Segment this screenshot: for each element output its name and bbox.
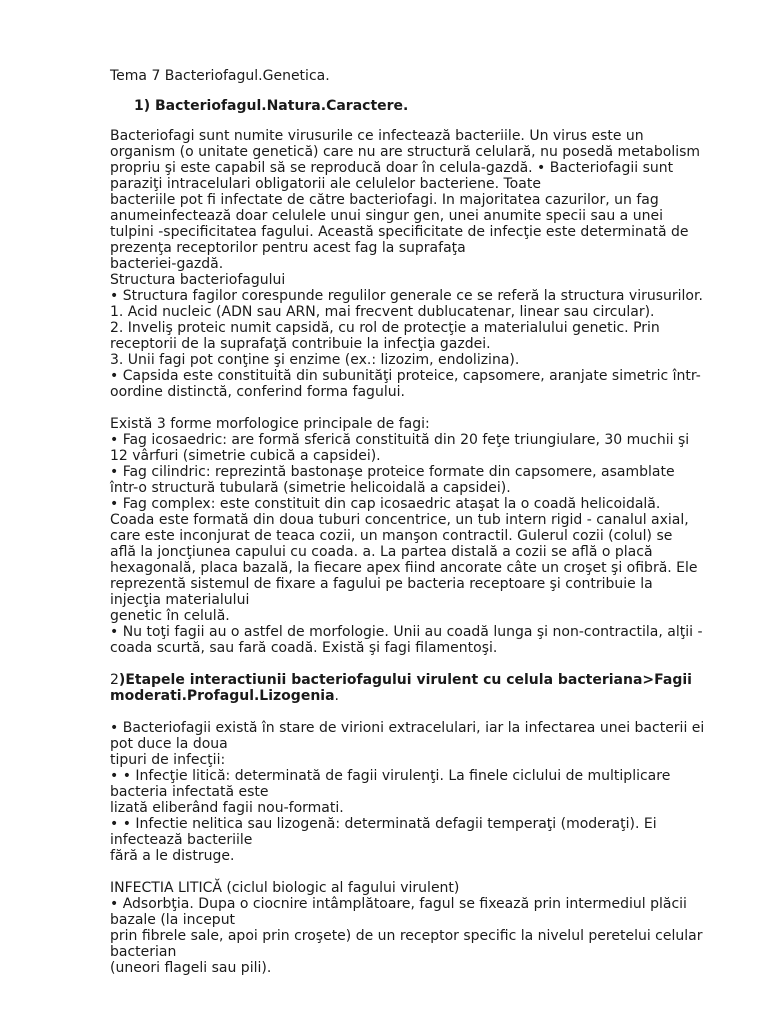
list-item: 1. Acid nucleic (ADN sau ARN, mai frecvent dublucatenar, linear sau circular).	[110, 304, 655, 320]
paragraph-line: 12 vârfuri (simetrie cubică a capsidei).	[110, 448, 381, 464]
paragraph-line: coada scurtă, sau fară coadă. Există şi fagi filamentoşi.	[110, 640, 498, 656]
heading-number: 2	[110, 672, 119, 688]
paragraph-line: • Fag complex: este constituit din cap icosaedric ataşat la o coadă helicoidală.	[110, 496, 661, 512]
paragraph-line: bacteriei-gazdă.	[110, 256, 224, 272]
paragraph-line: anumeinfectează doar celulele unui singur gen, unei anumite specii sau a unei	[110, 208, 663, 224]
paragraph-line: paraziţi intracelulari obligatorii ale celulelor bacteriene. Toate	[110, 176, 541, 192]
paragraph-line: genetic în celulă.	[110, 608, 230, 624]
section-heading-2	[110, 672, 692, 688]
paragraph-line: fără a le distruge.	[110, 848, 235, 864]
paragraph-line: pot duce la doua	[110, 736, 228, 752]
paragraph-line: Există 3 forme morfologice principale de fagi:	[110, 416, 430, 432]
paragraph-line: oordine distinctă, conferind forma fagului.	[110, 384, 405, 400]
paragraph-line: bacteria infectată este	[110, 784, 269, 800]
paragraph-line: bacteriile pot fi infectate de către bacteriofagi. In majoritatea cazurilor, un fag	[110, 192, 659, 208]
heading-period: .	[334, 688, 339, 704]
paragraph-line: • Adsorbţia. Dupa o ciocnire intâmplătoare, fagul se fixează prin intermediul plăcii	[110, 896, 687, 912]
paragraph-line: organism (o unitate genetică) care nu are structură celulară, nu posedă metabolism	[110, 144, 701, 160]
subheading-structure: Structura bacteriofagului	[110, 272, 286, 288]
paragraph-line: Coada este formată din doua tuburi concentrice, un tub intern rigid - canalul axial,	[110, 512, 689, 528]
paragraph-line: tulpini -specificitatea fagului. Această specificitate de infecţie este determinată de	[110, 224, 689, 240]
paragraph-line: prezenţa receptorilor pentru acest fag la suprafaţa	[110, 240, 466, 256]
heading-text: )Etapele interactiunii bacteriofagului virulent cu celula bacteriana>Fagii	[118, 672, 692, 688]
list-item: 3. Unii fagi pot conţine şi enzime (ex.: lizozim, endolizina).	[110, 352, 520, 368]
heading-text: moderati.Profagul.Lizogenia	[110, 688, 335, 704]
paragraph-line: într-o structură tubulară (simetrie helicoidală a capsidei).	[110, 480, 511, 496]
paragraph-line: • • Infecţie litică: determinată de fagii virulenţi. La finele ciclului de multiplicare	[110, 768, 671, 784]
paragraph-line: injecţia materialului	[110, 592, 250, 608]
paragraph-line: infectează bacteriile	[110, 832, 253, 848]
paragraph-line: reprezentă sistemul de fixare a fagului pe bacteria receptoare şi contribuie la	[110, 576, 653, 592]
paragraph-line: bazale (la inceput	[110, 912, 236, 928]
paragraph-line: propriu şi este capabil să se reproducă doar în celula-gazdă. • Bacteriofagii sunt	[110, 160, 674, 176]
paragraph-line: • • Infectie nelitica sau lizogenă: determinată defagii temperaţi (moderaţi). Ei	[110, 816, 657, 832]
paragraph-line: care este inconjurat de teaca cozii, un manşon contractil. Gulerul cozii (colul) se	[110, 528, 673, 544]
subheading-litic: INFECTIA LITICĂ (ciclul biologic al fagului virulent)	[110, 880, 460, 896]
paragraph-line: • Fag icosaedric: are formă sferică constituită din 20 feţe triungiulare, 30 muchii şi	[110, 432, 690, 448]
doc-title: Tema 7 Bacteriofagul.Genetica.	[110, 68, 330, 84]
paragraph-line: • Capsida este constituită din subunităţi proteice, capsomere, aranjate simetric într-	[110, 368, 701, 384]
paragraph-line: află la joncţiunea capului cu coada. a. La partea distală a cozii se află o placă	[110, 544, 653, 560]
paragraph-line: • Bacteriofagii există în stare de virioni extracelulari, iar la infectarea unei bacterii ei	[110, 720, 705, 736]
paragraph-line: tipuri de infecţii:	[110, 752, 226, 768]
paragraph-line: Bacteriofagi sunt numite virusurile ce infectează bacteriile. Un virus este un	[110, 128, 644, 144]
paragraph-line: (uneori flageli sau pili).	[110, 960, 272, 976]
list-item: 2. Inveliş proteic numit capsidă, cu rol de protecţie a materialului genetic. Prin	[110, 320, 660, 336]
paragraph-line: • Nu toţi fagii au o astfel de morfologie. Unii au coadă lunga şi non-contractila, alţii -	[110, 624, 703, 640]
paragraph-line: hexagonală, placa bazală, la fiecare apex fiind ancorate câte un croşet şi ofibră. Ele	[110, 560, 698, 576]
paragraph-line: • Fag cilindric: reprezintă bastonaşe proteice formate din capsomere, asamblate	[110, 464, 675, 480]
section-heading-1: 1) Bacteriofagul.Natura.Caractere.	[134, 98, 409, 114]
paragraph-line: prin fibrele sale, apoi prin croşete) de un receptor specific la nivelul peretelui celular	[110, 928, 703, 944]
paragraph-line: bacterian	[110, 944, 177, 960]
paragraph-line: • Structura fagilor corespunde regulilor generale ce se referă la structura virusurilor.	[110, 288, 703, 304]
paragraph-line: receptorii de la suprafaţă contribuie la infecţia gazdei.	[110, 336, 491, 352]
section-heading-2-cont	[110, 688, 339, 704]
paragraph-line: lizată eliberând fagii nou-formati.	[110, 800, 344, 816]
